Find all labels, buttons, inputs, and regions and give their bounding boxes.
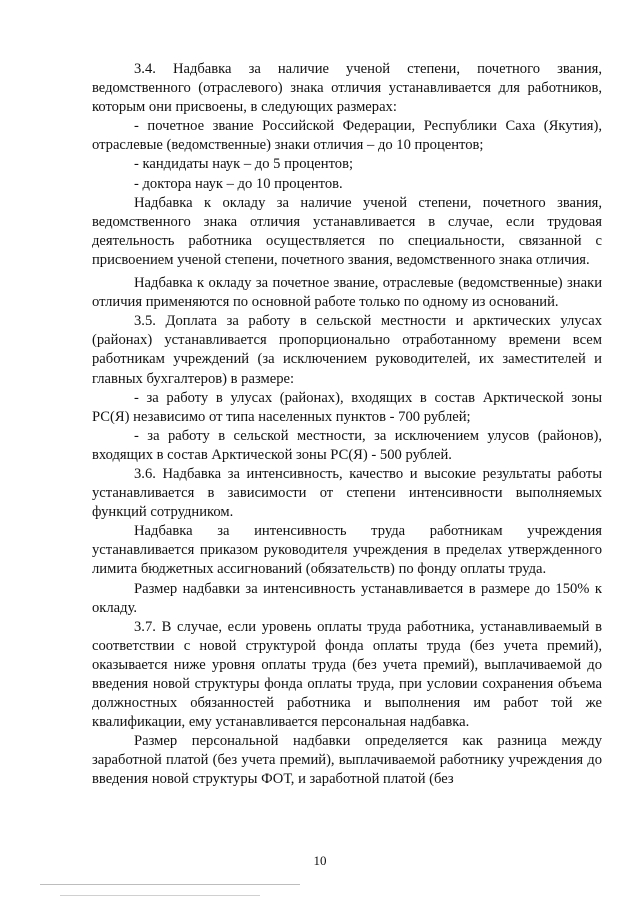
list-item-candidates: - кандидаты наук – до 5 процентов; — [134, 156, 354, 173]
paragraph-3-4: 3.4. Надбавка за наличие ученой степени, почетного звания, ведомственного (отраслевого) знака отличия устанавливается для работников, которым они присвоены, в следующих размерах: — [92, 61, 602, 116]
paragraph-personal-allowance: Размер персональной надбавки определяется как разница между заработной платой (без учета премий), выплачиваемой работнику учреждения до введения новой структуры ФОТ, и заработной платой (без — [92, 733, 602, 788]
document-body — [92, 60, 602, 790]
paragraph-intensity-order: Надбавка за интенсивность труда работникам учреждения устанавливается приказом руководителя учреждения в пределах утвержденного лимита бюджетных ассигнований (обязательств) по фонду оплаты труда. — [92, 523, 602, 578]
paragraph-intensity-size: Размер надбавки за интенсивность устанавливается в размере до 150% к окладу. — [92, 580, 602, 616]
list-item-arctic-districts: - за работу в улусах (районах), входящих в состав Арктической зоны РС(Я) независимо от типа населенных пунктов - 700 рублей; — [92, 389, 602, 425]
paragraph-allowance-one-basis: Надбавка к окладу за почетное звание, отраслевые (ведомственные) знаки отличия применяются по основной работе только по одному из оснований. — [92, 275, 602, 311]
paragraph-3-5: 3.5. Доплата за работу в сельской местности и арктических улусах (районах) устанавливается пропорционально отработанному времени всем работникам учреждений (за исключением руководителей, их заместителей и главных бухгалтеров) в размере: — [92, 313, 602, 387]
page-number: 10 — [313, 853, 327, 868]
list-item-doctors: - доктора наук – до 10 процентов. — [134, 175, 343, 192]
paragraph-3-6: 3.6. Надбавка за интенсивность, качество и высокие результаты работы устанавливается в зависимости от степени интенсивности выполняемых функций сотрудником. — [92, 465, 602, 521]
scan-artifact-line — [40, 884, 300, 885]
paragraph-allowance-condition: Надбавка к окладу за наличие ученой степени, почетного звания, ведомственного знака отличия устанавливается в случае, если трудовая деятельность работника осуществляется по специальности, связанной с присвоением ученой степени, почетного звания, ведомственного знака отличия. — [92, 194, 602, 268]
paragraph-3-7: 3.7. В случае, если уровень оплаты труда работника, устанавливаемый в соответствии с новой структурой фонда оплаты труда (без учета премий), оказывается ниже уровня оплаты труда (без учета премий), выплачиваемой до введения новой структуры фонда оплаты труда, при условии сохранения объема должностных обязанностей работника и выполнения им работ той же квалификации, ему устанавливается персональная надбавка. — [92, 618, 602, 731]
list-item-honorary-title: - почетное звание Российской Федерации, Республики Саха (Якутия), отраслевые (ведомственные) знаки отличия – до 10 процентов; — [92, 118, 602, 154]
list-item-rural-areas: - за работу в сельской местности, за исключением улусов (районов), входящих в состав Арктической зоны РС(Я) - 500 рублей. — [92, 427, 602, 463]
scan-artifact-line — [60, 895, 260, 896]
